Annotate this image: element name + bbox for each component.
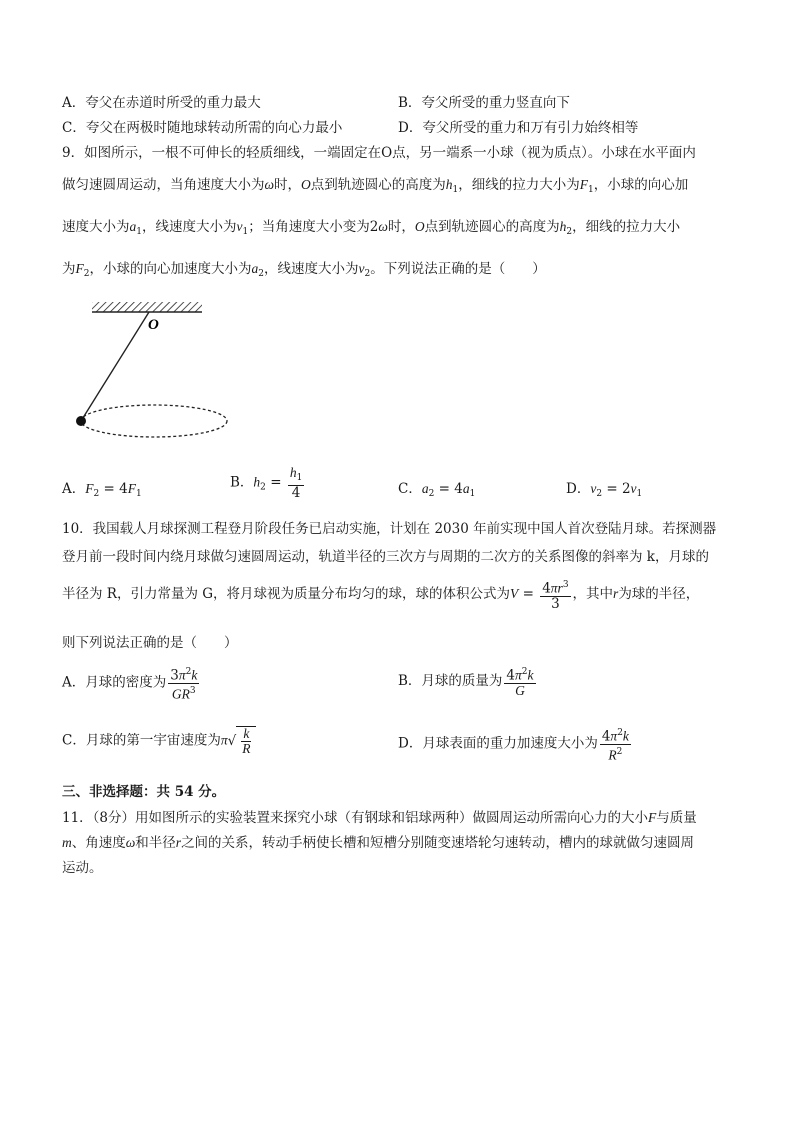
q10-line-2: 登月前一段时间内绕月球做匀速圆周运动，轨道半径的三次方与周期的二次方的关系图像的斜率为 k，月球的 — [62, 549, 709, 565]
ceiling-support — [92, 302, 202, 312]
q8-option-d: D．夸父所受的重力和万有引力始终相等 — [398, 120, 639, 136]
q11-line-1: 11．（8分）用如图所示的实验装置来探究小球（有钢球和铝球两种）做圆周运动所需向心力的大小F与质量 — [62, 810, 697, 826]
q8-option-b: B．夸父所受的重力竖直向下 — [398, 95, 570, 111]
string-line — [81, 312, 149, 421]
q10-line-3: 半径为 R，引力常量为 G，将月球视为质量分布均匀的球，球的体积公式为V = $\frac{4\pi r^3}{3}$ ，其中r为球的半径， — [62, 580, 700, 612]
q9-option-d: D．$v_2 = 2v_1$ — [566, 481, 643, 499]
conical-pendulum-figure — [70, 295, 240, 445]
circular-path — [81, 405, 227, 437]
q10-option-a: A．月球的密度为 $\frac{3\pi^2k}{GR^3}$ — [62, 667, 198, 701]
q10-option-b: B．月球的质量为 $\frac{4\pi^2k}{G}$ — [398, 667, 534, 698]
q8-option-c: C．夸父在两极时随地球转动所需的向心力最小 — [62, 120, 343, 136]
point-o-label: O — [148, 317, 159, 333]
q9-line-1: 9．如图所示，一根不可伸长的轻质细线，一端固定在O点，另一端系一小球（视为质点）。小球在水平面内 — [62, 145, 696, 161]
q9-option-b: B．$h_2$ = $\frac{h_1}{4}$ — [230, 465, 303, 501]
q9-option-a: A．$F_2 = 4F_1$ — [62, 481, 142, 499]
q10-option-d: D．月球表面的重力加速度大小为 $\frac{4\pi^2k}{R^2}$ — [398, 728, 629, 762]
q8-option-a: A．夸父在赤道时所受的重力最大 — [62, 95, 261, 111]
q9-line-3: 速度大小为$a_1$，线速度大小为$v_1$；当角速度大小变为2ω时，O点到轨迹圆心的高度为$h_2$，细线的拉力大小 — [62, 219, 681, 237]
q10-line-1: 10．我国载人月球探测工程登月阶段任务已启动实施，计划在 2030 年前实现中国人首次登陆月球。若探测器 — [62, 521, 717, 537]
q10-line-4: 则下列说法正确的是（ ） — [62, 635, 238, 651]
q11-line-3: 运动。 — [62, 860, 103, 876]
q9-option-c: C．$a_2 = 4a_1$ — [398, 481, 476, 499]
q10-option-c: C．月球的第一宇宙速度为π√ $\frac{k}{R}$ — [62, 726, 256, 756]
q9-line-4: 为$F_2$，小球的向心加速度大小为$a_2$，线速度大小为$v_2$。下列说法正确的是（ ） — [62, 261, 546, 279]
ball — [76, 416, 86, 426]
q9-line-2: 做匀速圆周运动，当角速度大小为ω时，O点到轨迹圆心的高度为$h_1$，细线的拉力大小为$F_1$，小球的向心加 — [62, 177, 689, 195]
section-heading: 三、非选择题：共 54 分。 — [62, 784, 226, 800]
q11-line-2: m、角速度ω和半径r之间的关系，转动手柄使长槽和短槽分别随变速塔轮匀速转动，槽内的球就做匀速圆周 — [62, 835, 695, 851]
